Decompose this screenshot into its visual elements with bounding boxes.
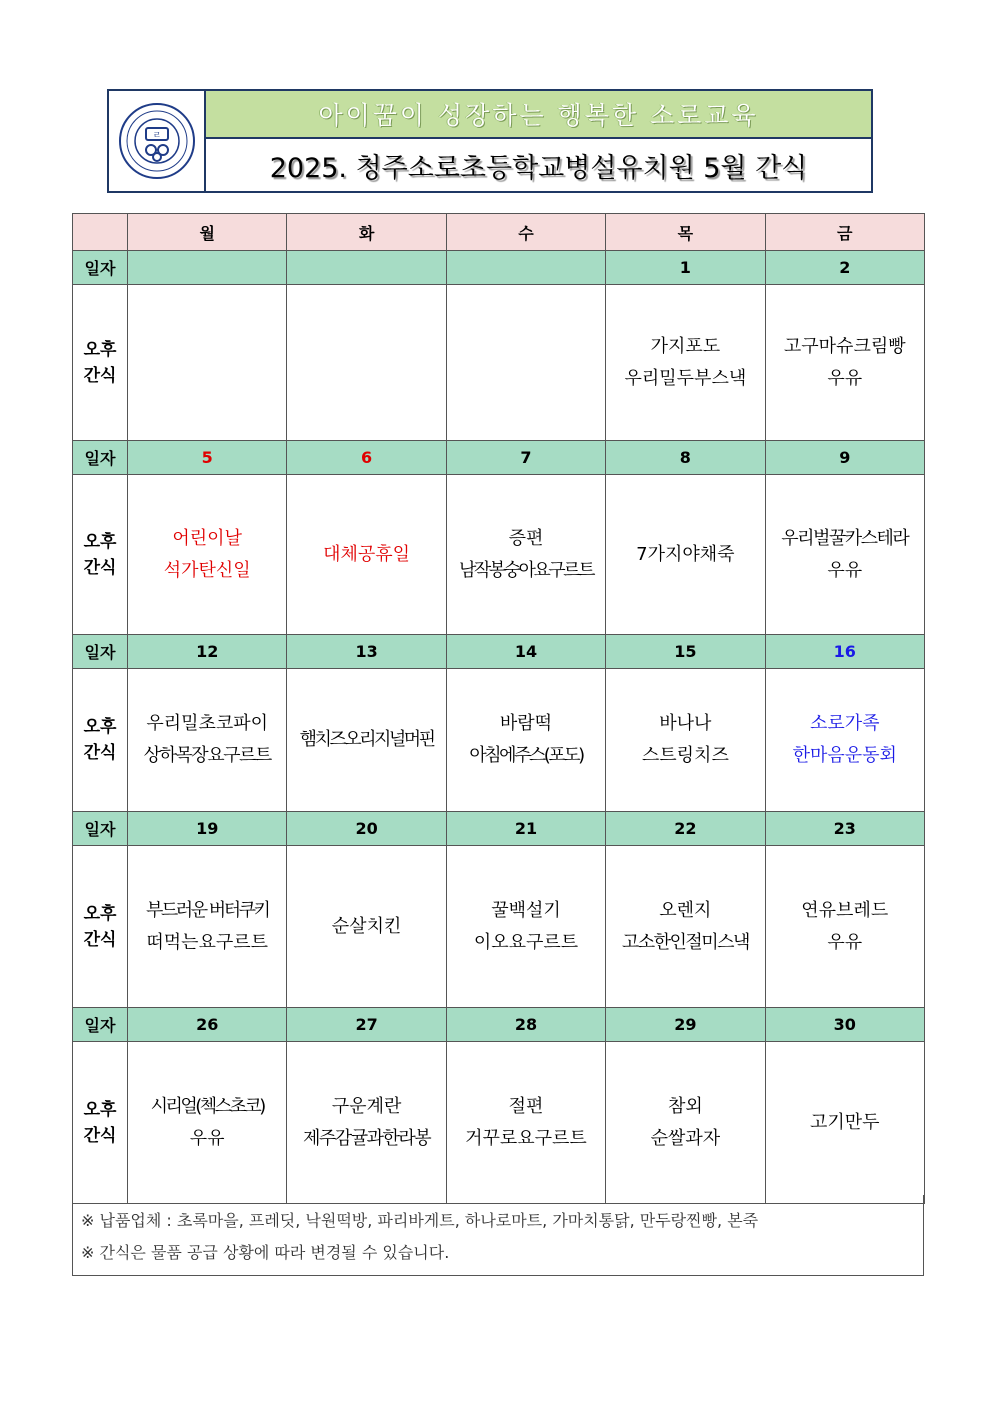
snack-item: 고구마슈크림빵	[783, 335, 906, 357]
snack-label-line: 오후	[83, 903, 117, 924]
date-cell: 2	[765, 251, 924, 285]
snack-item: 떠먹는요구르트	[146, 931, 269, 953]
snack-row	[73, 285, 925, 441]
corner-cell	[73, 214, 128, 251]
snack-label	[73, 1042, 128, 1204]
snack-item: 이오요구르트	[473, 931, 579, 953]
date-cell: 19	[128, 812, 287, 846]
snack-row	[73, 475, 925, 635]
snack-item: 증편	[508, 527, 544, 549]
snack-item: 바람떡	[499, 713, 553, 734]
snack-cell	[128, 1042, 287, 1204]
snack-cell	[128, 475, 287, 635]
slogan: 아이꿈이 성장하는 행복한 소로교육	[206, 91, 871, 139]
snack-cell	[128, 846, 287, 1008]
snack-cell	[446, 285, 605, 441]
weekday-fri: 금	[765, 214, 924, 251]
date-label: 일자	[73, 441, 128, 475]
date-cell: 23	[765, 812, 924, 846]
date-row	[73, 635, 925, 669]
snack-item: 대체공휴일	[323, 543, 411, 565]
snack-item: 우리밀초코파이	[146, 713, 269, 734]
date-cell: 28	[446, 1008, 605, 1042]
change-note: ※ 간식은 물품 공급 상황에 따라 변경될 수 있습니다.	[81, 1243, 450, 1262]
snack-label	[73, 846, 128, 1008]
snack-item: 스트링치즈	[641, 745, 729, 766]
weekday-wed: 수	[446, 214, 605, 251]
page-title: 2025. 청주소로초등학교병설유치원 5월 간식	[269, 152, 808, 184]
school-logo	[109, 91, 206, 191]
snack-item: 오렌지	[659, 899, 712, 921]
date-cell: 7	[446, 441, 605, 475]
snack-cell	[606, 1042, 765, 1204]
snack-item: 소로가족	[809, 713, 880, 734]
snack-calendar	[72, 213, 925, 1204]
snack-cell	[446, 669, 605, 812]
snack-label-line: 간식	[83, 557, 117, 578]
date-cell: 8	[606, 441, 765, 475]
date-cell: 6	[287, 441, 446, 475]
snack-cell	[606, 475, 765, 635]
date-cell: 14	[446, 635, 605, 669]
snack-item: 우유	[189, 1127, 225, 1149]
date-cell: 26	[128, 1008, 287, 1042]
date-cell: 5	[128, 441, 287, 475]
snack-cell	[287, 285, 446, 441]
snack-cell	[765, 285, 924, 441]
snack-cell	[765, 1042, 924, 1204]
snack-item: 제주감귤과한라봉	[303, 1127, 431, 1149]
date-row	[73, 441, 925, 475]
snack-item: 어린이날	[172, 527, 242, 549]
snack-item: 우유	[827, 367, 863, 389]
snack-item: 아침에주스(포도)	[469, 745, 583, 766]
snack-cell	[765, 669, 924, 812]
snack-cell	[128, 669, 287, 812]
snack-label	[73, 285, 128, 441]
date-cell: 29	[606, 1008, 765, 1042]
snack-label-line: 오후	[83, 1099, 117, 1120]
snack-label	[73, 669, 128, 812]
school-emblem-icon	[118, 102, 196, 180]
footer-notes	[72, 1195, 924, 1276]
snack-cell	[287, 846, 446, 1008]
snack-label-line: 간식	[83, 743, 117, 763]
date-cell	[128, 251, 287, 285]
snack-label-line: 간식	[83, 1125, 117, 1146]
snack-item: 바나나	[659, 713, 712, 734]
date-label: 일자	[73, 1008, 128, 1042]
snack-label-line: 간식	[83, 365, 117, 386]
snack-item: 시리얼(첵스초코)	[150, 1095, 264, 1117]
snack-item: 우리밀두부스낵	[624, 367, 747, 389]
date-label: 일자	[73, 635, 128, 669]
snack-item: 구운계란	[331, 1095, 402, 1117]
snack-cell	[446, 475, 605, 635]
snack-row	[73, 1042, 925, 1204]
snack-item: 고소한인절미스낵	[621, 931, 749, 953]
date-cell: 12	[128, 635, 287, 669]
snack-item: 순살치킨	[331, 915, 402, 937]
date-cell: 15	[606, 635, 765, 669]
snack-item: 석가탄신일	[163, 559, 251, 581]
snack-item: 남작봉숭아요구르트	[458, 559, 593, 581]
weekday-header-row	[73, 214, 925, 251]
snack-cell	[606, 285, 765, 441]
snack-row	[73, 846, 925, 1008]
snack-item: 거꾸로요구르트	[465, 1127, 587, 1149]
date-cell: 22	[606, 812, 765, 846]
snack-item: 참외	[667, 1095, 703, 1117]
weekday-tue: 화	[287, 214, 446, 251]
snack-cell	[128, 285, 287, 441]
date-row	[73, 812, 925, 846]
date-cell	[446, 251, 605, 285]
snack-cell	[446, 846, 605, 1008]
date-cell: 1	[606, 251, 765, 285]
snack-label-line: 오후	[83, 717, 117, 737]
date-cell: 30	[765, 1008, 924, 1042]
snack-label-line: 오후	[83, 531, 117, 552]
supplier-note: ※ 납품업체 : 초록마을, 프레딧, 낙원떡방, 파리바게트, 하나로마트, 가마치통닭, 만두랑찐빵, 본죽	[81, 1211, 759, 1230]
snack-item: 고기만두	[809, 1111, 880, 1133]
snack-label-line: 오후	[83, 339, 117, 360]
snack-item: 상하목장요구르트	[143, 745, 271, 766]
snack-cell	[287, 1042, 446, 1204]
snack-item: 한마음운동회	[792, 745, 897, 766]
snack-item: 순쌀과자	[650, 1127, 721, 1149]
date-cell: 20	[287, 812, 446, 846]
date-cell: 9	[765, 441, 924, 475]
snack-cell	[287, 669, 446, 812]
date-cell: 27	[287, 1008, 446, 1042]
date-cell: 16	[765, 635, 924, 669]
weekday-mon: 월	[128, 214, 287, 251]
snack-cell	[446, 1042, 605, 1204]
weekday-thu: 목	[606, 214, 765, 251]
snack-cell	[287, 475, 446, 635]
svg-text:ㄹ: ㄹ	[152, 131, 161, 141]
date-cell: 13	[287, 635, 446, 669]
snack-item: 햄치즈오리지널머핀	[299, 729, 434, 750]
snack-item: 절편	[508, 1095, 544, 1117]
date-cell	[287, 251, 446, 285]
snack-item: 연유브레드	[801, 899, 889, 921]
snack-cell	[765, 475, 924, 635]
date-cell: 21	[446, 812, 605, 846]
date-row	[73, 1008, 925, 1042]
snack-cell	[606, 669, 765, 812]
snack-item: 가지포도	[650, 335, 721, 357]
snack-item: 7가지야채죽	[636, 543, 735, 565]
date-label: 일자	[73, 812, 128, 846]
date-row	[73, 251, 925, 285]
snack-row	[73, 669, 925, 812]
snack-item: 우유	[827, 559, 863, 581]
snack-cell	[606, 846, 765, 1008]
snack-label	[73, 475, 128, 635]
snack-item: 우유	[827, 931, 863, 953]
header-box	[107, 89, 873, 193]
snack-item: 부드러운 버터쿠키	[146, 899, 269, 921]
snack-item: 우리벌꿀카스테라	[781, 527, 909, 549]
snack-item: 꿀백설기	[491, 899, 561, 921]
snack-label-line: 간식	[83, 929, 117, 950]
date-label: 일자	[73, 251, 128, 285]
snack-cell	[765, 846, 924, 1008]
